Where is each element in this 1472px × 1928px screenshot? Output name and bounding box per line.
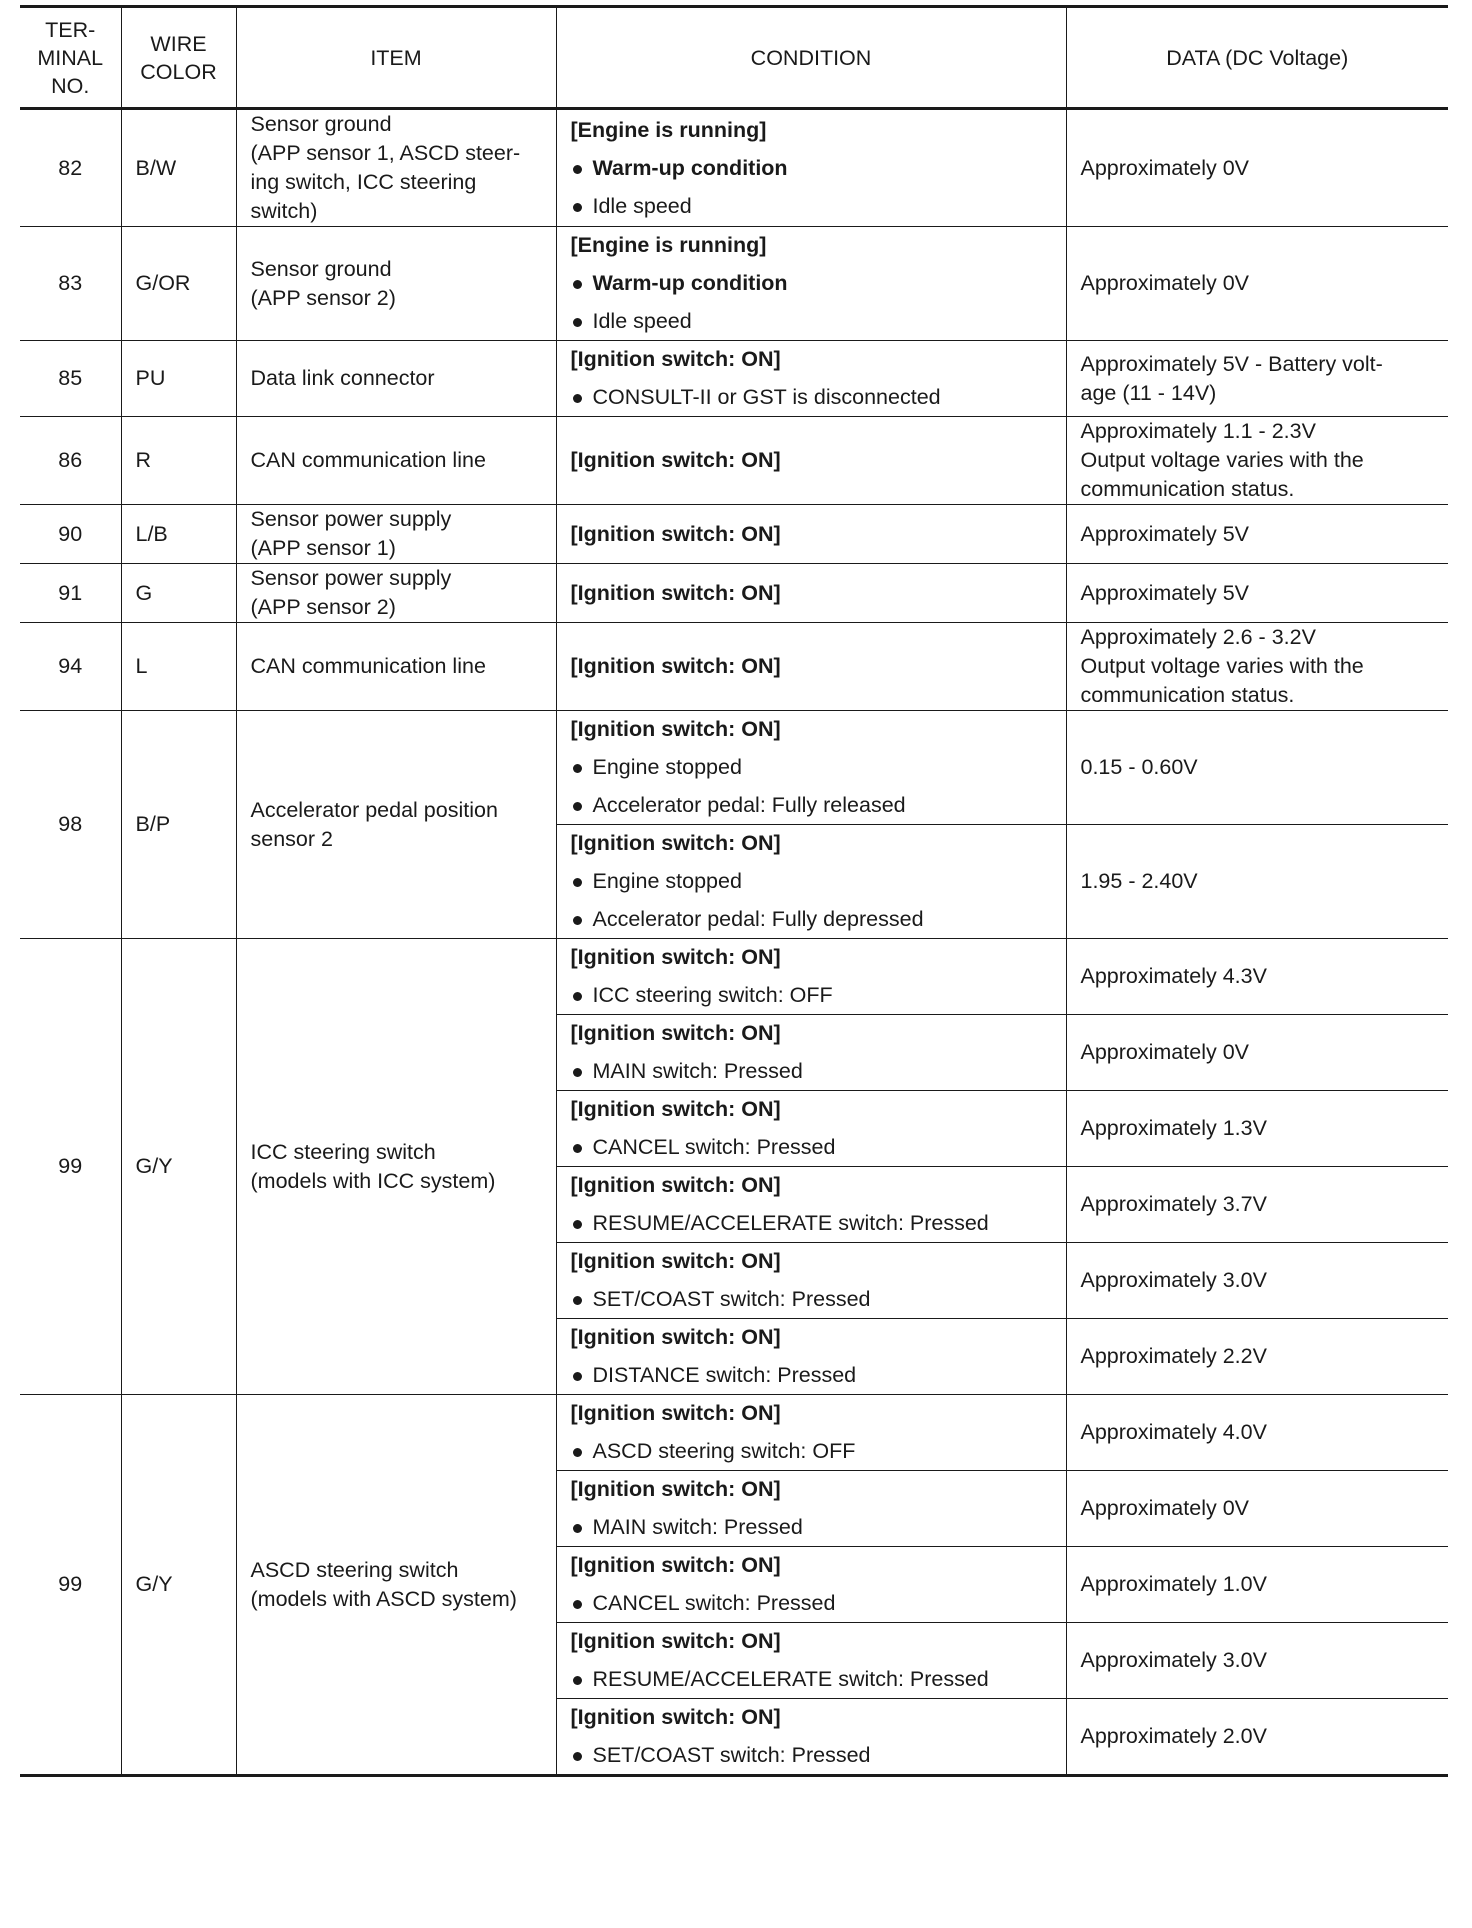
bullet-dot-icon: [573, 764, 582, 773]
table-row: [20, 227, 1448, 341]
condition-bullet-text: CANCEL switch: Pressed: [592, 1591, 836, 1615]
condition-heading: [Ignition switch: ON]: [570, 347, 781, 371]
condition-bullet: [571, 1285, 1052, 1314]
data-voltage-cell: Approximately 4.3V: [1066, 939, 1448, 1015]
table-row: [20, 341, 1448, 417]
bullet-dot-icon: [573, 280, 582, 289]
condition-bullet: [571, 1209, 1052, 1238]
condition-heading: [Ignition switch: ON]: [570, 580, 781, 605]
data-voltage-cell: Approximately 5V - Battery volt- age (11 - 14V): [1066, 341, 1448, 417]
condition-bullet-text: Accelerator pedal: Fully released: [592, 793, 906, 817]
ecm-terminal-table: [20, 5, 1448, 1777]
terminal-number-cell: 83: [20, 227, 121, 341]
item-cell: Sensor ground (APP sensor 2): [236, 227, 556, 341]
bullet-dot-icon: [573, 1068, 582, 1077]
condition-bullet: [571, 753, 1052, 782]
table-row: [20, 623, 1448, 711]
condition-bullet-text: SET/COAST switch: Pressed: [592, 1743, 871, 1767]
condition-bullet: [571, 269, 1052, 298]
header-terminal-no: TER- MINAL NO.: [20, 7, 121, 109]
bullet-dot-icon: [573, 1752, 582, 1761]
bullet-dot-icon: [573, 1220, 582, 1229]
condition-bullet-text: RESUME/ACCELERATE switch: Pressed: [592, 1211, 989, 1235]
condition-bullet-text: CONSULT-II or GST is disconnected: [592, 385, 941, 409]
condition-heading: [Ignition switch: ON]: [570, 1249, 781, 1273]
condition-bullet: [571, 1133, 1052, 1162]
condition-bullet-text: RESUME/ACCELERATE switch: Pressed: [592, 1667, 989, 1691]
data-voltage-cell: Approximately 2.0V: [1066, 1699, 1448, 1776]
bullet-dot-icon: [573, 165, 582, 174]
data-voltage-cell: Approximately 2.2V: [1066, 1319, 1448, 1395]
bullet-dot-icon: [573, 394, 582, 403]
item-cell: Sensor ground (APP sensor 1, ASCD steer- ing switch, ICC steering switch): [236, 109, 556, 227]
terminal-number-cell: 82: [20, 109, 121, 227]
condition-cell: [556, 623, 1066, 711]
condition-cell: [556, 711, 1066, 825]
condition-bullet-text: CANCEL switch: Pressed: [592, 1135, 836, 1159]
condition-heading: [Ignition switch: ON]: [570, 654, 781, 678]
condition-heading: [Engine is running]: [570, 117, 767, 142]
condition-cell: [556, 341, 1066, 417]
condition-bullet: [571, 154, 1052, 183]
condition-heading: [Ignition switch: ON]: [570, 1401, 781, 1425]
condition-cell: [556, 109, 1066, 227]
header-condition: CONDITION: [556, 7, 1066, 109]
table-row: [20, 417, 1448, 505]
wire-color-cell: B/P: [121, 711, 236, 939]
condition-bullet: [571, 1741, 1052, 1770]
condition-heading: [Ignition switch: ON]: [570, 1173, 781, 1197]
condition-heading: [Ignition switch: ON]: [570, 945, 781, 969]
condition-heading: [Ignition switch: ON]: [570, 1097, 781, 1121]
condition-cell: [556, 1471, 1066, 1547]
condition-heading: [Ignition switch: ON]: [570, 448, 781, 472]
data-voltage-cell: Approximately 2.6 - 3.2V Output voltage varies with the communication status.: [1066, 623, 1448, 711]
bullet-dot-icon: [573, 1144, 582, 1153]
data-voltage-cell: Approximately 0V: [1066, 227, 1448, 341]
condition-bullet-text: Idle speed: [592, 193, 692, 218]
data-voltage-cell: Approximately 5V: [1066, 564, 1448, 623]
condition-heading: [Ignition switch: ON]: [570, 717, 781, 741]
condition-bullet-text: MAIN switch: Pressed: [592, 1515, 803, 1539]
condition-bullet-text: Warm-up condition: [592, 271, 788, 295]
condition-bullet: [571, 192, 1052, 221]
condition-bullet: [571, 1589, 1052, 1618]
condition-bullet: [571, 383, 1052, 412]
condition-cell: [556, 1623, 1066, 1699]
wire-color-cell: G: [121, 564, 236, 623]
bullet-dot-icon: [573, 1296, 582, 1305]
data-voltage-cell: Approximately 5V: [1066, 505, 1448, 564]
table-row: [20, 564, 1448, 623]
condition-bullet: [571, 1361, 1052, 1390]
wire-color-cell: PU: [121, 341, 236, 417]
terminal-number-cell: 86: [20, 417, 121, 505]
terminal-number-cell: 94: [20, 623, 121, 711]
bullet-dot-icon: [573, 1372, 582, 1381]
bullet-dot-icon: [573, 992, 582, 1001]
condition-bullet-text: ICC steering switch: OFF: [592, 983, 833, 1007]
terminal-number-cell: 85: [20, 341, 121, 417]
data-voltage-cell: Approximately 3.0V: [1066, 1623, 1448, 1699]
wire-color-cell: G/OR: [121, 227, 236, 341]
condition-bullet: [571, 905, 1052, 934]
data-voltage-cell: Approximately 1.1 - 2.3V Output voltage varies with the communication status.: [1066, 417, 1448, 505]
condition-heading: [Ignition switch: ON]: [570, 1553, 781, 1577]
bullet-dot-icon: [573, 318, 582, 327]
condition-bullet-text: Accelerator pedal: Fully depressed: [592, 907, 924, 931]
wire-color-cell: G/Y: [121, 1395, 236, 1776]
bullet-dot-icon: [573, 1676, 582, 1685]
condition-cell: [556, 1243, 1066, 1319]
bullet-dot-icon: [573, 203, 582, 212]
data-voltage-cell: Approximately 0V: [1066, 1015, 1448, 1091]
item-cell: Sensor power supply (APP sensor 1): [236, 505, 556, 564]
data-voltage-cell: Approximately 3.7V: [1066, 1167, 1448, 1243]
wire-color-cell: G/Y: [121, 939, 236, 1395]
data-voltage-cell: Approximately 3.0V: [1066, 1243, 1448, 1319]
table-row: [20, 505, 1448, 564]
condition-bullet: [571, 1665, 1052, 1694]
condition-cell: [556, 939, 1066, 1015]
terminal-data-document: [20, 5, 1448, 1777]
terminal-number-cell: 90: [20, 505, 121, 564]
terminal-number-cell: 98: [20, 711, 121, 939]
item-cell: CAN communication line: [236, 623, 556, 711]
data-voltage-cell: Approximately 1.3V: [1066, 1091, 1448, 1167]
terminal-number-cell: 99: [20, 939, 121, 1395]
condition-bullet: [571, 867, 1052, 896]
condition-bullet: [571, 1437, 1052, 1466]
condition-heading: [Ignition switch: ON]: [570, 521, 781, 546]
data-voltage-cell: Approximately 4.0V: [1066, 1395, 1448, 1471]
bullet-dot-icon: [573, 802, 582, 811]
item-cell: Accelerator pedal position sensor 2: [236, 711, 556, 939]
condition-heading: [Ignition switch: ON]: [570, 1325, 781, 1349]
terminal-number-cell: 99: [20, 1395, 121, 1776]
condition-bullet: [571, 791, 1052, 820]
wire-color-cell: L/B: [121, 505, 236, 564]
header-data: DATA (DC Voltage): [1066, 7, 1448, 109]
header-wire-color: WIRE COLOR: [121, 7, 236, 109]
condition-cell: [556, 1395, 1066, 1471]
condition-cell: [556, 227, 1066, 341]
condition-bullet-text: ASCD steering switch: OFF: [592, 1439, 856, 1463]
condition-bullet-text: DISTANCE switch: Pressed: [592, 1363, 857, 1387]
wire-color-cell: L: [121, 623, 236, 711]
bullet-dot-icon: [573, 1448, 582, 1457]
condition-cell: [556, 1015, 1066, 1091]
condition-bullet-text: Warm-up condition: [592, 155, 788, 180]
condition-cell: [556, 417, 1066, 505]
data-voltage-cell: 0.15 - 0.60V: [1066, 711, 1448, 825]
condition-heading: [Ignition switch: ON]: [570, 1629, 781, 1653]
condition-bullet-text: SET/COAST switch: Pressed: [592, 1287, 871, 1311]
item-cell: CAN communication line: [236, 417, 556, 505]
table-row: [20, 1395, 1448, 1471]
condition-cell: [556, 825, 1066, 939]
table-row: [20, 711, 1448, 825]
data-voltage-cell: 1.95 - 2.40V: [1066, 825, 1448, 939]
item-cell: ASCD steering switch (models with ASCD system): [236, 1395, 556, 1776]
item-cell: Sensor power supply (APP sensor 2): [236, 564, 556, 623]
bullet-dot-icon: [573, 878, 582, 887]
table-header-row: [20, 7, 1448, 109]
condition-bullet: [571, 1513, 1052, 1542]
data-voltage-cell: Approximately 1.0V: [1066, 1547, 1448, 1623]
condition-bullet-text: MAIN switch: Pressed: [592, 1059, 803, 1083]
condition-cell: [556, 564, 1066, 623]
data-voltage-cell: Approximately 0V: [1066, 109, 1448, 227]
condition-cell: [556, 1167, 1066, 1243]
condition-bullet-text: Engine stopped: [592, 869, 742, 893]
table-row: [20, 939, 1448, 1015]
condition-heading: [Ignition switch: ON]: [570, 1705, 781, 1729]
condition-bullet: [571, 981, 1052, 1010]
wire-color-cell: B/W: [121, 109, 236, 227]
header-item: ITEM: [236, 7, 556, 109]
condition-cell: [556, 1699, 1066, 1776]
wire-color-cell: R: [121, 417, 236, 505]
condition-heading: [Ignition switch: ON]: [570, 1021, 781, 1045]
terminal-number-cell: 91: [20, 564, 121, 623]
bullet-dot-icon: [573, 1600, 582, 1609]
bullet-dot-icon: [573, 1524, 582, 1533]
condition-heading: [Ignition switch: ON]: [570, 831, 781, 855]
condition-cell: [556, 1319, 1066, 1395]
condition-bullet-text: Idle speed: [592, 309, 692, 333]
table-body: [20, 109, 1448, 1776]
item-cell: ICC steering switch (models with ICC system): [236, 939, 556, 1395]
condition-heading: [Engine is running]: [570, 233, 767, 257]
condition-cell: [556, 1547, 1066, 1623]
condition-bullet: [571, 307, 1052, 336]
table-row: [20, 109, 1448, 227]
data-voltage-cell: Approximately 0V: [1066, 1471, 1448, 1547]
condition-cell: [556, 505, 1066, 564]
condition-bullet: [571, 1057, 1052, 1086]
condition-heading: [Ignition switch: ON]: [570, 1477, 781, 1501]
bullet-dot-icon: [573, 916, 582, 925]
condition-bullet-text: Engine stopped: [592, 755, 742, 779]
item-cell: Data link connector: [236, 341, 556, 417]
condition-cell: [556, 1091, 1066, 1167]
